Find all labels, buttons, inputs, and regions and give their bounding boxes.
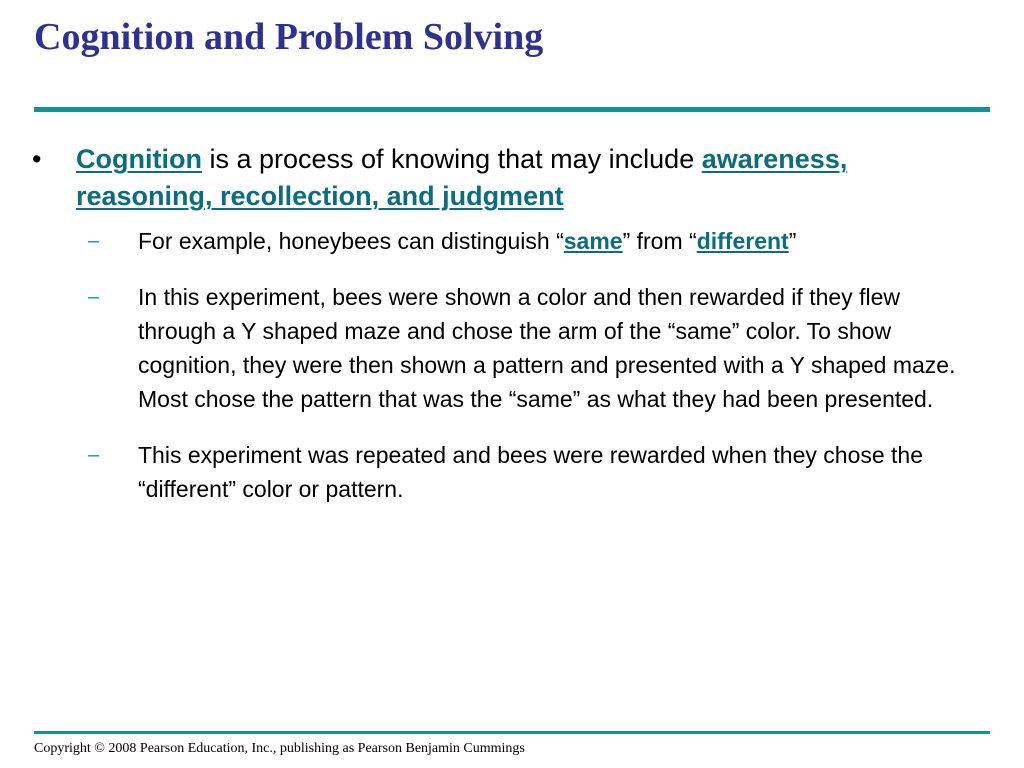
example-text-after: ” (788, 228, 797, 254)
example-text-before: For example, honeybees can distinguish “ (138, 228, 564, 254)
dash-marker: – (88, 230, 100, 252)
sub-bullet-experiment (32, 280, 968, 416)
slide-title: Cognition and Problem Solving (34, 16, 544, 58)
experiment-text: In this experiment, bees were shown a color and then rewarded if they flew through a Y shaped maze and chose the arm of the “same” color. To show cognition, they were then shown a pattern and presented with a Y shaped maze. Most chose the pattern that was the “same” as what they had been presented. (138, 284, 956, 412)
sub-bullet-repeat (32, 438, 968, 506)
footer-divider (34, 731, 990, 734)
sub-bullet-list (32, 224, 982, 506)
cognition-components: awareness, reasoning, recollection, and judgment (76, 144, 848, 211)
repeat-text: This experiment was repeated and bees were rewarded when they chose the “different” color or pattern. (138, 442, 924, 502)
title-divider (34, 107, 990, 112)
copyright-footer: Copyright © 2008 Pearson Education, Inc., publishing as Pearson Benjamin Cummings (34, 741, 525, 756)
sub-bullet-example (32, 224, 968, 258)
dash-marker: – (88, 444, 100, 466)
main-bullet (32, 141, 982, 215)
dash-marker: – (88, 286, 100, 308)
different-term: different (696, 228, 789, 254)
same-term: same (563, 228, 623, 254)
slide-content (32, 141, 982, 528)
example-text-middle: ” from “ (622, 228, 697, 254)
bullet-marker: • (32, 144, 42, 174)
cognition-term: Cognition (76, 144, 202, 174)
bullet-text: is a process of knowing that may include (201, 144, 702, 174)
